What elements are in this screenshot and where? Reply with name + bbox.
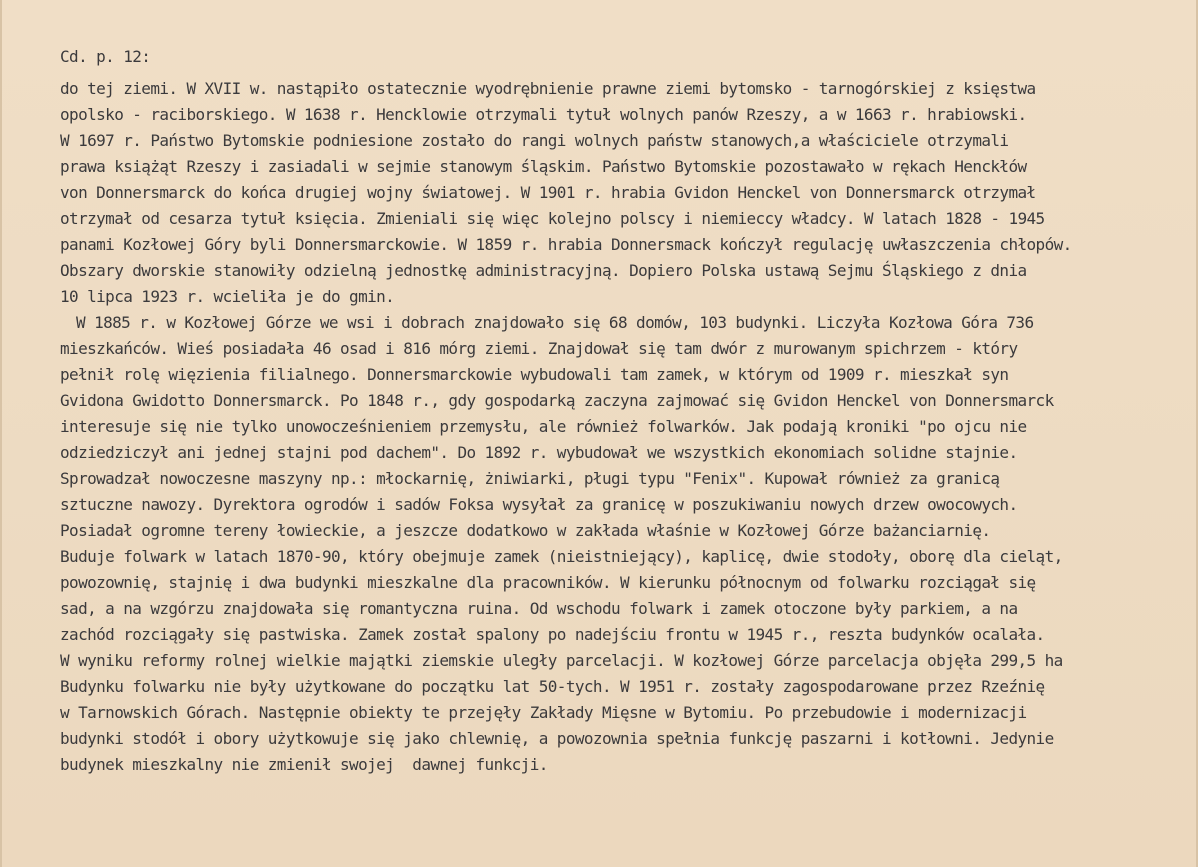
text-line: Posiadał ogromne tereny łowieckie, a jeszcze dodatkowo w zakłada właśnie w Kozłowej Górze bażanciarnię. (60, 521, 991, 540)
text-line: Sprowadzał nowoczesne maszyny np.: młockarnię, żniwiarki, pługi typu "Fenix". Kupował również za granicą (60, 469, 1000, 488)
text-line: w Tarnowskich Górach. Następnie obiekty te przejęły Zakłady Mięsne w Bytomiu. Po przebudowie i modernizacji (60, 703, 1027, 722)
text-line: panami Kozłowej Góry byli Donnersmarckowie. W 1859 r. hrabia Donnersmack kończył regulację uwłaszczenia chłopów. (60, 235, 1072, 254)
text-line: pełnił rolę więzienia filialnego. Donnersmarckowie wybudowali tam zamek, w którym od 1909 r. mieszkał syn (60, 365, 1009, 384)
text-line: odziedziczył ani jednej stajni pod dachem". Do 1892 r. wybudował we wszystkich ekonomiach solidne stajnie. (60, 443, 1018, 462)
text-line: W 1697 r. Państwo Bytomskie podniesione zostało do rangi wolnych państw stanowych,a właściciele otrzymali (60, 131, 1009, 150)
text-line: von Donnersmarck do końca drugiej wojny światowej. W 1901 r. hrabia Gvidon Henckel von Donnersmarck otrzymał (60, 183, 1036, 202)
text-line: W wyniku reformy rolnej wielkie majątki ziemskie uległy parcelacji. W kozłowej Górze parcelacja objęła 299,5 ha (60, 651, 1063, 670)
typed-text-body (60, 76, 1195, 778)
text-line: budynki stodół i obory użytkowuje się jako chlewnię, a powozownia spełnia funkcję paszarni i kotłowni. Jedynie (60, 729, 1054, 748)
text-line: Gvidona Gwidotto Donnersmarck. Po 1848 r., gdy gospodarką zaczyna zajmować się Gvidon Henckel von Donnersmarck (60, 391, 1054, 410)
text-line: zachód rozciągały się pastwiska. Zamek został spalony po nadejściu frontu w 1945 r., reszta budynków ocalała. (60, 625, 1045, 644)
text-line: 10 lipca 1923 r. wcieliła je do gmin. (60, 287, 395, 306)
text-line: prawa książąt Rzeszy i zasiadali w sejmie stanowym śląskim. Państwo Bytomskie pozostawało w rękach Henckłów (60, 157, 1027, 176)
text-line: budynek mieszkalny nie zmienił swojej dawnej funkcji. (60, 755, 548, 774)
text-line: sad, a na wzgórzu znajdowała się romantyczna ruina. Od wschodu folwark i zamek otoczone były parkiem, a na (60, 599, 1018, 618)
text-line: Budynku folwarku nie były użytkowane do początku lat 50-tych. W 1951 r. zostały zagospodarowane przez Rzeźnię (60, 677, 1045, 696)
text-line: sztuczne nawozy. Dyrektora ogrodów i sadów Foksa wysyłał za granicę w poszukiwaniu nowych drzew owocowych. (60, 495, 1018, 514)
paragraph-start-line: W 1885 r. w Kozłowej Górze we wsi i dobrach znajdowało się 68 domów, 103 budynki. Liczyła Kozłowa Góra 736 (76, 313, 1034, 332)
page-reference: Cd. p. 12: (60, 47, 151, 66)
text-line: powozownię, stajnię i dwa budynki mieszkalne dla pracowników. W kierunku północnym od folwarku rozciągał się (60, 573, 1036, 592)
text-line: interesuje się nie tylko unowocześnieniem przemysłu, ale również folwarków. Jak podają kroniki "po ojcu nie (60, 417, 1027, 436)
text-line: otrzymał od cesarza tytuł księcia. Zmieniali się więc kolejno polscy i niemieccy władcy. W latach 1828 - 1945 (60, 209, 1045, 228)
text-line: opolsko - raciborskiego. W 1638 r. Hencklowie otrzymali tytuł wolnych panów Rzeszy, a w 1663 r. hrabiowski. (60, 105, 1027, 124)
text-line: do tej ziemi. W XVII w. nastąpiło ostatecznie wyodrębnienie prawne ziemi bytomsko - tarnogórskiej z księstwa (60, 79, 1036, 98)
text-line: mieszkańców. Wieś posiadała 46 osad i 816 mórg ziemi. Znajdował się tam dwór z murowanym spichrzem - który (60, 339, 1018, 358)
text-line: Obszary dworskie stanowiły odzielną jednostkę administracyjną. Dopiero Polska ustawą Sejmu Śląskiego z dnia (60, 261, 1027, 280)
text-line: Buduje folwark w latach 1870-90, który obejmuje zamek (nieistniejący), kaplicę, dwie stodoły, oborę dla cieląt, (60, 547, 1063, 566)
